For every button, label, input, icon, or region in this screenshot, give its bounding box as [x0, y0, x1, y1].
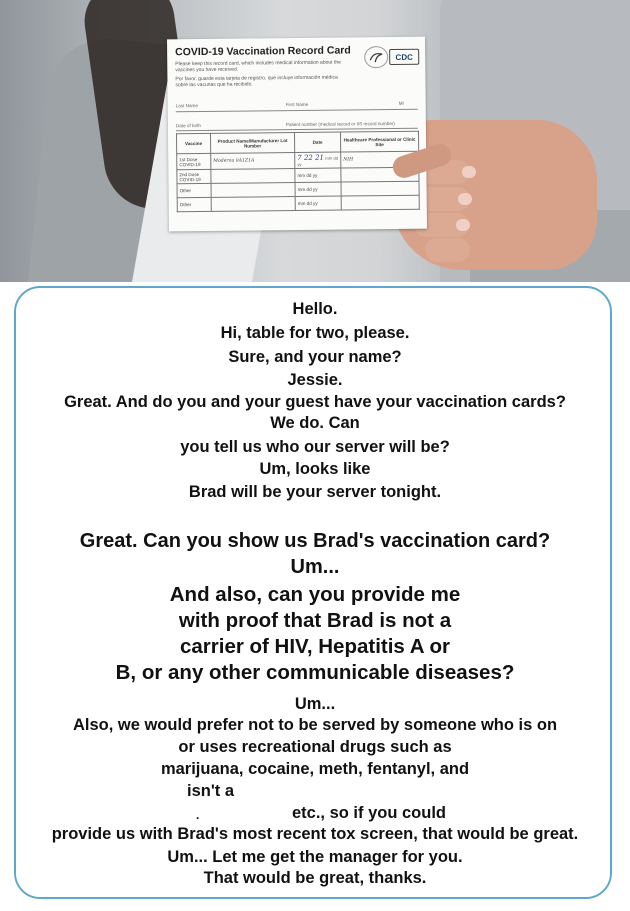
- dialogue-line: provide us with Brad's most recent tox screen, that would be great.: [51, 825, 579, 843]
- vaccine-cell: 1st Dose COVID-19: [177, 153, 211, 169]
- divider: [176, 109, 418, 113]
- date-hint: mm dd yy: [295, 168, 341, 182]
- dialogue-line: Great. Can you show us Brad's vaccination card?: [79, 530, 551, 552]
- vaccination-card: [167, 37, 427, 232]
- product-cell: [211, 169, 295, 184]
- dot-mark: .: [196, 808, 200, 822]
- fingernail: [458, 193, 472, 205]
- site-cell: [341, 195, 419, 210]
- dialogue-line: Also, we would prefer not to be served by someone who is on: [72, 716, 558, 734]
- dialogue-line: you tell us who our server will be?: [180, 438, 450, 456]
- hhs-eagle-icon: [364, 46, 388, 68]
- date-hint: mm dd yy: [295, 182, 341, 196]
- cdc-logo: CDC: [389, 49, 419, 65]
- dialogue-line: B, or any other communicable diseases?: [115, 661, 515, 684]
- product-header: Product Name/Manufacturer Lot Number: [210, 133, 294, 154]
- date-hint: mm dd yy: [297, 155, 339, 167]
- dialogue-line: or uses recreational drugs such as: [178, 738, 452, 756]
- dialogue-line: Jessie.: [287, 371, 343, 389]
- fingernail: [462, 166, 476, 178]
- last-name-label: Last Name: [175, 103, 198, 109]
- card-note-spanish: Por favor, guarde esta tarjeta de registro, que incluye información médica sobre las vacunas que ha recibido.: [175, 74, 338, 89]
- dialogue-line: Um...: [290, 556, 340, 578]
- dialogue-line: That would be great, thanks.: [203, 869, 427, 887]
- product-cell: Moderna 0A1Z1A: [211, 153, 295, 170]
- mi-label: MI: [398, 100, 404, 106]
- first-name-label: First Name: [285, 101, 309, 108]
- table-header: [176, 131, 418, 154]
- site-cell: [341, 181, 419, 196]
- card-title: COVID-19 Vaccination Record Card: [175, 44, 351, 59]
- dialogue-line: Brad will be your server tonight.: [188, 483, 442, 501]
- product-cell: [211, 197, 295, 212]
- site-cell: NIH: [341, 151, 419, 168]
- vaccine-header: Vaccine: [176, 133, 210, 153]
- card-note-english: Please keep this record card, which includes medical information about the vaccines you have received.: [175, 59, 341, 74]
- dialogue-line: Sure, and your name?: [228, 348, 402, 366]
- dialogue-line: with proof that Brad is not a: [178, 609, 452, 632]
- table-row: [177, 195, 419, 212]
- dob-label: Date of birth: [175, 123, 201, 129]
- dialogue-line: Hello.: [292, 300, 338, 318]
- date-hint: mm dd yy: [295, 196, 341, 210]
- vaccine-cell: Other: [177, 197, 211, 211]
- dialogue-line: And also, can you provide me: [169, 583, 461, 606]
- date-cell: [295, 152, 341, 168]
- vaccine-cell: Other: [177, 183, 211, 197]
- patient-number-label: Patient number (medical record or IIS record number): [285, 120, 395, 128]
- date-header: Date: [294, 132, 340, 152]
- vaccine-table: [176, 131, 420, 213]
- vaccination-card-photo: [0, 0, 630, 282]
- dialogue-line: carrier of HIV, Hepatitis A or: [179, 635, 450, 658]
- dialogue-line: marijuana, cocaine, meth, fentanyl, and: [160, 760, 470, 778]
- dialogue-line: Um... Let me get the manager for you.: [167, 848, 463, 866]
- dialogue-line: Great. And do you and your guest have your vaccination cards?: [64, 393, 566, 411]
- fingernail: [456, 219, 470, 231]
- dialogue-line: etc., so if you could: [291, 804, 447, 822]
- dialogue-line: Um, looks like: [259, 460, 371, 478]
- dialogue-line: Um...: [294, 695, 336, 713]
- vaccine-cell: 2nd Dose COVID-19: [177, 169, 211, 183]
- dialogue-line: isn't a: [187, 782, 235, 800]
- site-header: Healthcare Professional or Clinic Site: [340, 131, 418, 152]
- product-cell: [211, 183, 295, 198]
- finger: [425, 238, 470, 262]
- dialogue-line: Hi, table for two, please.: [220, 324, 410, 342]
- dialogue-line: We do. Can: [270, 414, 360, 432]
- date-value: 7 22 21: [297, 153, 325, 162]
